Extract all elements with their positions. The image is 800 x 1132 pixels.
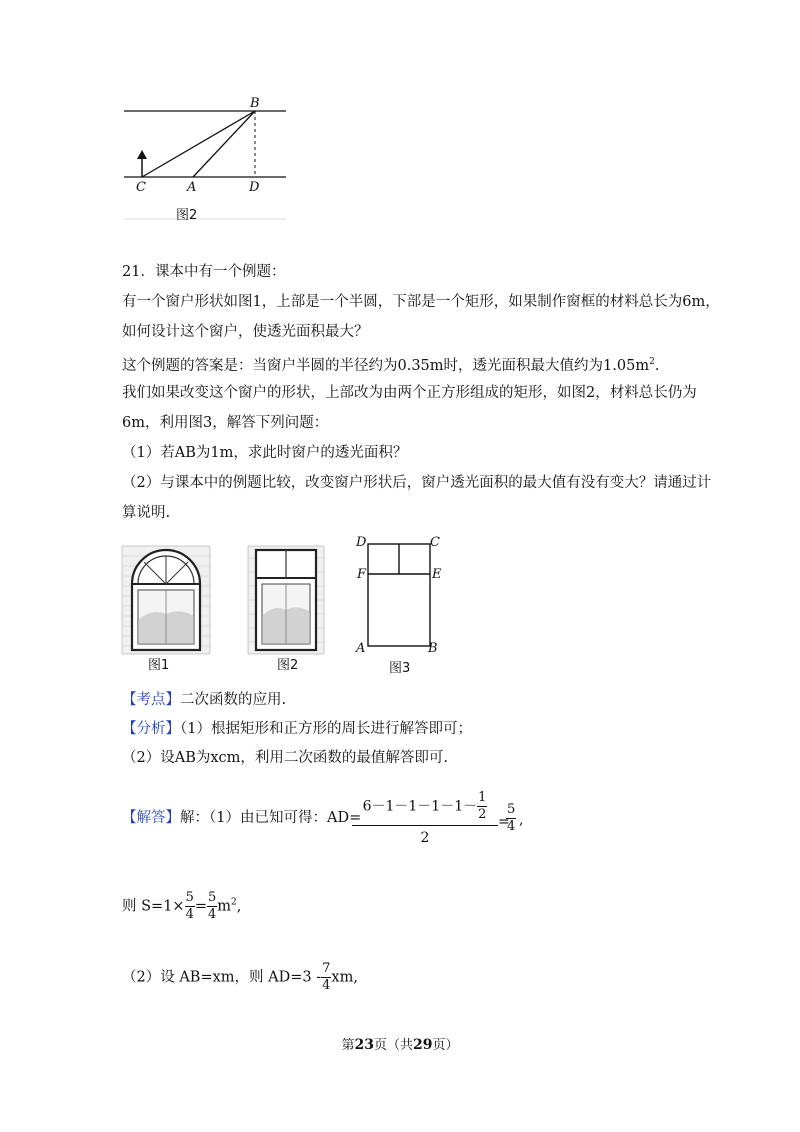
fenxi-text: （1）根据矩形和正方形的周长进行解答即可； (180, 721, 472, 737)
solution-tag: 【解答】 (122, 810, 180, 826)
solution-part2-line (122, 961, 358, 994)
figure-1-caption: 图1 (148, 658, 170, 673)
area-prefix: 则 S=1× (122, 898, 185, 915)
fig3-point-a: A (356, 641, 366, 656)
area-frac-1 (185, 890, 195, 923)
ad-numerator (352, 790, 498, 826)
half-num: 1 (478, 790, 487, 805)
solution-area-line (122, 890, 241, 923)
top-figure-diagram (0, 0, 800, 240)
fig3-point-d: D (356, 535, 367, 550)
kaodian-text: 二次函数的应用. (180, 692, 287, 708)
kaodian-tag: 【考点】 (122, 692, 180, 708)
fig3-point-e: E (432, 567, 442, 582)
point-label-a: A (187, 180, 197, 195)
window-figure-2 (248, 546, 326, 654)
point-label-b: B (250, 96, 260, 111)
ad-comma: , (519, 812, 524, 828)
problem-title: 21．课本中有一个例题： (122, 264, 286, 280)
point-label-d: D (249, 180, 260, 195)
part2-f-num: 7 (322, 961, 331, 976)
part2-prefix: （2）设 AB=xm，则 AD=3 - (122, 969, 322, 986)
ad-res-den: 4 (507, 819, 516, 834)
part2-suffix: xm, (331, 969, 358, 986)
half-den: 2 (478, 807, 487, 822)
point-label-c: C (136, 180, 146, 195)
top-figure-caption: 图2 (176, 208, 198, 223)
area-f1-num: 5 (185, 890, 194, 905)
question-2-line1: （2）与课本中的例题比较，改变窗户形状后，窗户透光面积的最大值有没有变大？请通过计 (122, 475, 712, 491)
problem-para1-line1: 有一个窗户形状如图1，上部是一个半圆，下部是一个矩形，如果制作窗框的材料总长为6m， (122, 294, 720, 310)
footer-total-pages: 29 (413, 1037, 433, 1053)
para2-sup: 2 (649, 357, 655, 367)
part2-frac (321, 961, 331, 994)
window-figure-1 (122, 546, 212, 654)
figure-3-caption: 图3 (389, 661, 411, 676)
ad-res-num: 5 (507, 802, 516, 817)
kaodian-line (122, 690, 286, 710)
ad-equals: = (498, 814, 510, 830)
solution-intro: 解：（1）由已知可得：AD= (180, 810, 362, 826)
fenxi-line (122, 719, 472, 739)
footer-post: 页） (432, 1038, 459, 1053)
fig3-point-b: B (428, 641, 438, 656)
ad-num-half (477, 790, 487, 823)
fenxi-tag: 【分析】 (122, 721, 180, 737)
footer-mid: 页（共 (373, 1038, 413, 1053)
question-2-line2: 算说明. (122, 505, 171, 521)
para2-end: . (654, 357, 660, 374)
area-f2-den: 4 (208, 907, 217, 922)
area-f1-den: 4 (185, 907, 194, 922)
area-f2-num: 5 (208, 890, 217, 905)
footer-pre: 第 (341, 1038, 355, 1053)
fenxi-line-2: （2）设AB为xcm，利用二次函数的最值解答即可. (122, 750, 449, 766)
area-unit: m (217, 898, 232, 915)
problem-para2 (122, 352, 659, 376)
problem-para3-line1: 我们如果改变这个窗户的形状，上部改为由两个正方形组成的矩形，如图2，材料总长仍为 (122, 385, 697, 401)
problem-para1-line2: 如何设计这个窗户，使透光面积最大？ (122, 324, 369, 340)
ad-denominator: 2 (420, 830, 430, 846)
fig3-point-f: F (357, 567, 367, 582)
question-1: （1）若AB为1m，求此时窗户的透光面积？ (122, 445, 408, 461)
para2-text: 这个例题的答案是：当窗户半圆的半径约为0.35m时，透光面积最大值约为1.05m (122, 357, 650, 374)
area-frac-2 (207, 890, 217, 923)
area-end: , (236, 898, 242, 915)
ad-result-fraction (506, 802, 516, 835)
figure-2-caption: 图2 (277, 658, 299, 673)
part2-f-den: 4 (322, 978, 331, 993)
ad-big-fraction (352, 790, 498, 846)
solution-line-1 (122, 808, 361, 828)
page-footer (0, 1034, 800, 1053)
geometry-figure-3 (366, 540, 436, 650)
problem-para3-line2: 6m，利用图3，解答下列问题： (122, 415, 329, 431)
area-equals: = (194, 898, 208, 915)
footer-page-number: 23 (354, 1037, 374, 1053)
ad-num-main: 6－1－1－1－1－ (362, 798, 478, 815)
fig3-point-c: C (430, 535, 440, 550)
area-sup: 2 (231, 897, 237, 908)
